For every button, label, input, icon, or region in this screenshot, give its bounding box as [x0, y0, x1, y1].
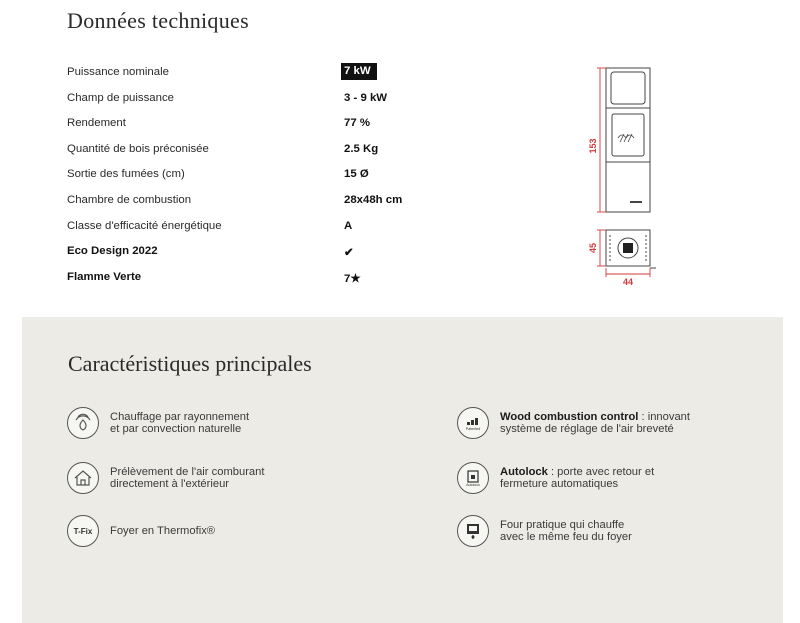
- page-title: Données techniques: [67, 8, 249, 33]
- spec-label: Flamme Verte: [67, 270, 142, 283]
- feature-wood-combustion-control: [457, 407, 730, 439]
- feature-autolock: [457, 462, 730, 494]
- spec-label: Quantité de bois préconisée: [67, 142, 209, 155]
- spec-label: Classe d'efficacité énergétique: [67, 219, 222, 232]
- spec-row: [67, 214, 427, 240]
- feature-text: Foyer en Thermofix®: [110, 524, 216, 537]
- spec-row: [67, 265, 427, 291]
- flame-waves-icon: [67, 407, 99, 439]
- feature-radiant-heating: [67, 407, 340, 439]
- stove-front-view: [606, 68, 650, 212]
- specs-table: [67, 60, 427, 290]
- svg-text:Patented: Patented: [465, 427, 481, 431]
- features-title: Caractéristiques principales: [68, 351, 312, 376]
- stove-technical-drawing: [590, 62, 670, 292]
- feature-text: Prélèvement de l'air comburant directement à l'extérieur: [110, 465, 265, 490]
- spec-value: 28x48h cm: [344, 193, 403, 206]
- feature-oven: [457, 515, 730, 547]
- width-dimension: [606, 268, 650, 277]
- depth-dimension: [597, 230, 606, 266]
- tfix-icon: T-Fix: [67, 515, 99, 547]
- height-label: 153: [588, 138, 598, 154]
- feature-text: Wood combustion control : innovant système de réglage de l'air breveté: [500, 410, 691, 435]
- feature-text: Chauffage par rayonnement et par convection naturelle: [110, 410, 250, 435]
- spec-label: Puissance nominale: [67, 66, 169, 78]
- spec-label: Sortie des fumées (cm): [67, 168, 185, 181]
- spec-row: [67, 60, 427, 86]
- feature-text: Four pratique qui chauffe avec le même feu du foyer: [500, 518, 632, 543]
- spec-row: [67, 239, 427, 265]
- spec-label: Eco Design 2022: [67, 245, 158, 258]
- spec-row: [67, 188, 427, 214]
- spec-row: [67, 137, 427, 163]
- width-label: 44: [622, 277, 634, 287]
- svg-text:Autolock: Autolock: [466, 483, 480, 487]
- checkmark-icon: ✔: [344, 247, 354, 260]
- spec-value: 15 Ø: [344, 168, 369, 181]
- spec-value: 3 - 9 kW: [344, 91, 388, 104]
- spec-value: 77 %: [344, 117, 370, 130]
- spec-label: Chambre de combustion: [67, 193, 192, 206]
- autolock-icon: [457, 462, 489, 494]
- features-panel: [22, 317, 783, 623]
- house-air-icon: [67, 462, 99, 494]
- height-dimension: [597, 68, 606, 212]
- spec-value: 2.5 Kg: [344, 142, 379, 155]
- feature-text: Autolock : porte avec retour et fermeture automatiques: [500, 465, 655, 490]
- depth-label: 45: [588, 242, 598, 254]
- oven-icon: [457, 515, 489, 547]
- spec-value: A: [344, 219, 353, 232]
- patented-icon: [457, 407, 489, 439]
- feature-outside-air: [67, 462, 340, 494]
- stove-top-view: [606, 230, 656, 268]
- spec-value: 7★: [344, 272, 361, 285]
- spec-row: [67, 111, 427, 137]
- feature-thermofix: [67, 515, 340, 547]
- spec-value-highlighted: 7 kW: [341, 63, 377, 80]
- spec-row: [67, 86, 427, 112]
- spec-row: [67, 162, 427, 188]
- spec-label: Champ de puissance: [67, 91, 175, 104]
- spec-label: Rendement: [67, 117, 126, 130]
